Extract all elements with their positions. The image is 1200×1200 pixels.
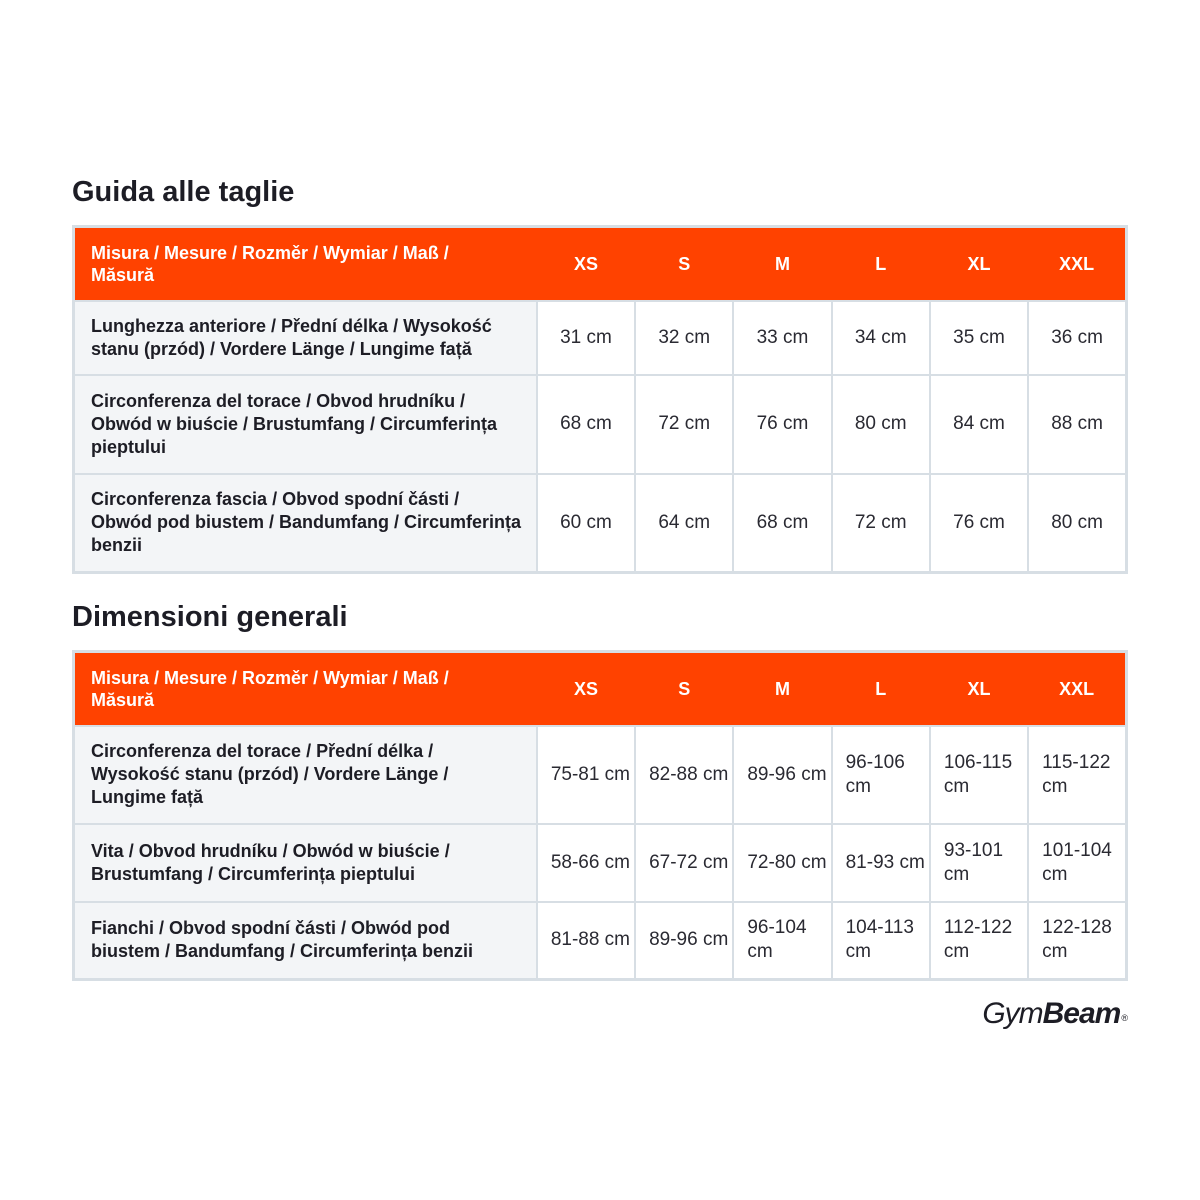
value-cell: 60 cm <box>537 474 635 573</box>
table-header-row <box>74 652 1127 726</box>
header-size-xs: XS <box>537 227 635 301</box>
value-cell: 80 cm <box>1028 474 1126 573</box>
row-label: Vita / Obvod hrudníku / Obwód w biuście / Brustumfang / Circumferința pieptului <box>74 824 537 902</box>
value-cell: 68 cm <box>537 375 635 474</box>
header-size-xl: XL <box>930 227 1028 301</box>
table-row <box>74 375 1127 474</box>
row-label: Circonferenza del torace / Obvod hrudníku / Obwód w biuście / Brustumfang / Circumferința pieptului <box>74 375 537 474</box>
value-cell: 76 cm <box>930 474 1028 573</box>
table-row <box>74 824 1127 902</box>
value-cell: 88 cm <box>1028 375 1126 474</box>
value-cell: 33 cm <box>733 301 831 375</box>
header-size-m: M <box>733 652 831 726</box>
table-row <box>74 902 1127 980</box>
value-cell: 89-96 cm <box>733 726 831 824</box>
value-cell: 75-81 cm <box>537 726 635 824</box>
table-row <box>74 301 1127 375</box>
value-cell: 31 cm <box>537 301 635 375</box>
value-cell: 36 cm <box>1028 301 1126 375</box>
value-cell: 32 cm <box>635 301 733 375</box>
header-size-xs: XS <box>537 652 635 726</box>
header-size-s: S <box>635 227 733 301</box>
row-label: Fianchi / Obvod spodní části / Obwód pod biustem / Bandumfang / Circumferința benzii <box>74 902 537 980</box>
value-cell: 72 cm <box>832 474 930 573</box>
value-cell: 101-104 cm <box>1028 824 1126 902</box>
value-cell: 64 cm <box>635 474 733 573</box>
size-guide-table <box>72 225 1128 574</box>
general-dimensions-title: Dimensioni generali <box>72 601 348 633</box>
value-cell: 80 cm <box>832 375 930 474</box>
value-cell: 115-122 cm <box>1028 726 1126 824</box>
header-size-l: L <box>832 227 930 301</box>
value-cell: 106-115 cm <box>930 726 1028 824</box>
value-cell: 68 cm <box>733 474 831 573</box>
value-cell: 76 cm <box>733 375 831 474</box>
value-cell: 81-88 cm <box>537 902 635 980</box>
value-cell: 35 cm <box>930 301 1028 375</box>
general-dimensions-table <box>72 650 1128 981</box>
value-cell: 58-66 cm <box>537 824 635 902</box>
header-label-cell: Misura / Mesure / Rozměr / Wymiar / Maß / Măsură <box>74 227 537 301</box>
row-label: Circonferenza fascia / Obvod spodní části / Obwód pod biustem / Bandumfang / Circumferința benzii <box>74 474 537 573</box>
row-label: Circonferenza del torace / Přední délka / Wysokość stanu (przód) / Vordere Länge / Lungime față <box>74 726 537 824</box>
value-cell: 93-101 cm <box>930 824 1028 902</box>
brand-logo-part-beam: Beam <box>1042 997 1121 1030</box>
brand-logo-part-gym: Gym <box>982 997 1043 1030</box>
value-cell: 104-113 cm <box>832 902 930 980</box>
value-cell: 112-122 cm <box>930 902 1028 980</box>
brand-logo <box>982 996 1128 1032</box>
value-cell: 96-104 cm <box>733 902 831 980</box>
registered-mark: ® <box>1121 1013 1128 1023</box>
value-cell: 67-72 cm <box>635 824 733 902</box>
size-guide-title: Guida alle taglie <box>72 176 295 208</box>
header-size-xxl: XXL <box>1028 227 1126 301</box>
header-size-l: L <box>832 652 930 726</box>
header-size-m: M <box>733 227 831 301</box>
row-label: Lunghezza anteriore / Přední délka / Wysokość stanu (przód) / Vordere Länge / Lungime față <box>74 301 537 375</box>
value-cell: 122-128 cm <box>1028 902 1126 980</box>
header-size-xl: XL <box>930 652 1028 726</box>
table-row <box>74 726 1127 824</box>
value-cell: 81-93 cm <box>832 824 930 902</box>
table-row <box>74 474 1127 573</box>
header-size-s: S <box>635 652 733 726</box>
value-cell: 72 cm <box>635 375 733 474</box>
header-size-xxl: XXL <box>1028 652 1126 726</box>
value-cell: 89-96 cm <box>635 902 733 980</box>
table-header-row <box>74 227 1127 301</box>
value-cell: 84 cm <box>930 375 1028 474</box>
value-cell: 96-106 cm <box>832 726 930 824</box>
value-cell: 82-88 cm <box>635 726 733 824</box>
value-cell: 34 cm <box>832 301 930 375</box>
header-label-cell: Misura / Mesure / Rozměr / Wymiar / Maß / Măsură <box>74 652 537 726</box>
value-cell: 72-80 cm <box>733 824 831 902</box>
